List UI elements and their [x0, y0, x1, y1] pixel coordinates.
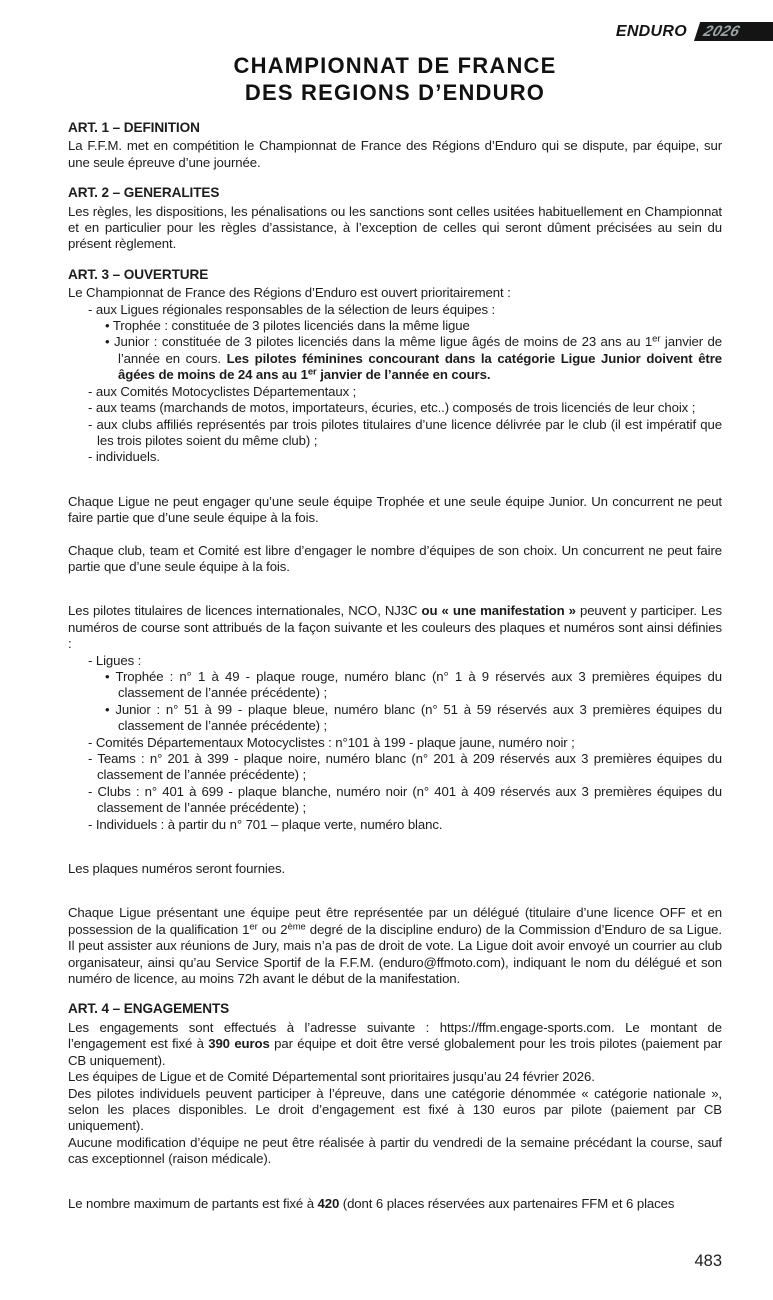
- article-heading: ART. 1 – DEFINITION: [68, 120, 200, 135]
- list-item: [68, 653, 722, 669]
- text-run: Les règles, les dispositions, les pénalisations ou les sanctions sont celles usitées habituellement en Championnat et en particulier pour les règles d’assistance, à l’exception de celles qui seront dûment précisées au sein du présent règlement.: [68, 203, 722, 252]
- enduro-logo-year-band: [694, 22, 773, 41]
- text-run: Les équipes de Ligue et de Comité Départemental sont prioritaires jusqu’au 24 février 2026.: [68, 1069, 595, 1085]
- article-heading: ART. 3 – OUVERTURE: [68, 266, 209, 282]
- text-run: Chaque club, team et Comité est libre d’engager le nombre d’équipes de son choix. Un concurrent ne peut faire partie que d’une seule équipe à la fois.: [68, 542, 722, 574]
- paragraph: [68, 905, 722, 987]
- text-run: - aux Comités Motocyclistes Départementaux ;: [88, 383, 357, 399]
- list-item: [68, 702, 722, 735]
- text-run: • Junior : constituée de 3 pilotes licenciés dans la même ligue âgés de moins de 23 ans au 1: [105, 334, 653, 350]
- enduro-logo-year: 2026: [701, 23, 743, 40]
- text-run: Le nombre maximum de partants est fixé à: [68, 1195, 318, 1211]
- text-run: janvier de l’année en cours.: [118, 334, 722, 366]
- spacer: [68, 575, 722, 587]
- text-run: • Trophée : n° 1 à 49 - plaque rouge, numéro blanc (n° 1 à 9 réservés aux 3 premières équipes du classement de l’année précédente) ;: [105, 668, 722, 701]
- text-run: Aucune modification d’équipe ne peut être réalisée à partir du vendredi de la semaine précédant la course, sauf cas exceptionnel (raison médicale).: [68, 1134, 722, 1167]
- enduro-logo: [616, 22, 773, 41]
- list-item: [68, 334, 722, 383]
- paragraph: [68, 204, 722, 253]
- document-title-line2: DES REGIONS D’ENDURO: [244, 80, 546, 105]
- text-run: • Trophée : constituée de 3 pilotes licenciés dans la même ligue: [105, 318, 470, 334]
- paragraph: [68, 543, 722, 576]
- list-item: [68, 751, 722, 784]
- text-run: peuvent y participer. Les numéros de course sont attribués de la façon suivante et les couleurs des plaques et numéros sont ainsi définies :: [68, 603, 723, 652]
- spacer: [68, 466, 722, 478]
- paragraph: [68, 285, 722, 301]
- list-item: [68, 384, 722, 400]
- list-item: [68, 817, 722, 833]
- text-run: 420: [317, 1195, 340, 1211]
- text-run: er: [307, 367, 317, 379]
- text-run: Les pilotes féminines concourant dans la catégorie Ligue Junior doivent être âgées de moins de 24 ans au 1: [118, 350, 722, 383]
- document-body: [68, 120, 722, 1212]
- text-run: er: [249, 921, 258, 933]
- text-run: La F.F.M. met en compétition le Championnat de France des Régions d’Enduro qui se dispute, par équipe, sur une seule épreuve d’une journée.: [68, 138, 722, 170]
- text-run: er: [652, 334, 661, 346]
- text-run: Des pilotes individuels peuvent participer à l’épreuve, dans une catégorie dénommée « catégorie nationale », selon les places disponibles. Le droit d’engagement est fixé à 130 euros par pilote (paiement par CB uniquement).: [68, 1085, 722, 1134]
- document-content: [68, 52, 722, 1212]
- text-run: • Junior : n° 51 à 99 - plaque bleue, numéro blanc (n° 51 à 59 réservés aux 3 premières équipes du classement de l’année précédente) ;: [105, 701, 722, 734]
- text-run: - individuels.: [88, 449, 160, 465]
- text-run: - Individuels : à partir du n° 701 – plaque verte, numéro blanc.: [88, 816, 443, 832]
- document-title: [68, 52, 722, 106]
- list-item: [68, 318, 722, 334]
- list-item: [68, 735, 722, 751]
- text-run: (dont 6 places réservées aux partenaires FFM et 6 places: [339, 1195, 675, 1211]
- text-run: - aux teams (marchands de motos, importateurs, écuries, etc..) composés de trois licenciés de leur choix ;: [88, 400, 696, 416]
- list-item: [68, 400, 722, 416]
- text-run: ou 2: [257, 921, 288, 937]
- text-run: - Teams : n° 201 à 399 - plaque noire, numéro blanc (n° 201 à 209 réservés aux 3 premières équipes du classement de l’année précédente) ;: [88, 751, 722, 783]
- enduro-logo-text: ENDURO: [615, 22, 687, 40]
- text-run: - Ligues :: [88, 652, 142, 668]
- text-run: 390 euros: [208, 1036, 270, 1052]
- spacer: [68, 877, 722, 889]
- list-item: [68, 417, 722, 450]
- text-run: Le Championnat de France des Régions d’Enduro est ouvert prioritairement :: [68, 285, 511, 301]
- paragraph: [68, 1135, 722, 1168]
- paragraph: [68, 861, 722, 877]
- text-run: janvier de l’année en cours.: [316, 367, 491, 383]
- list-item: [68, 669, 722, 702]
- list-item: [68, 784, 722, 817]
- paragraph: [68, 603, 722, 652]
- text-run: Chaque Ligue présentant une équipe peut être représentée par un délégué (titulaire d’une licence OFF et en possession de la qualification 1: [68, 905, 722, 937]
- spacer: [68, 1168, 722, 1180]
- paragraph: [68, 1086, 722, 1135]
- paragraph: [68, 1069, 722, 1085]
- list-item: [68, 449, 722, 465]
- article-heading: ART. 4 – ENGAGEMENTS: [68, 1001, 230, 1017]
- article-heading: ART. 2 – GENERALITES: [68, 185, 220, 201]
- text-run: degré de la discipline enduro) de la Commission d’Enduro de sa Ligue. Il peut assister aux réunions de Jury, mais n’a pas de droit de vote. La Ligue doit avoir envoyé un courrier au club organisateur, ainsi qu’au Service Sportif de la F.F.M. (enduro@ffmoto.com), indiquant le nom du délégué et son numéro de licence, au moins 72h avant le début de la manifestation.: [68, 921, 722, 987]
- document-title-line1: CHAMPIONNAT DE FRANCE: [233, 53, 557, 78]
- paragraph: [68, 1196, 722, 1212]
- text-run: - aux Ligues régionales responsables de la sélection de leurs équipes :: [88, 301, 496, 317]
- text-run: Chaque Ligue ne peut engager qu’une seule équipe Trophée et une seule équipe Junior. Un concurrent ne peut faire partie que d’une seule équipe à la fois.: [68, 493, 722, 526]
- paragraph: [68, 494, 722, 527]
- text-run: ou « une manifestation »: [421, 603, 576, 619]
- text-run: - Comités Départementaux Motocyclistes : n°101 à 199 - plaque jaune, numéro noir ;: [88, 734, 575, 750]
- text-run: - Clubs : n° 401 à 699 - plaque blanche, numéro noir (n° 401 à 409 réservés aux 3 premières équipes du classement de l’année précédente) ;: [88, 783, 722, 816]
- spacer: [68, 833, 722, 845]
- paragraph: [68, 1020, 722, 1069]
- text-run: Les engagements sont effectués à l’adresse suivante : https://ffm.engage-sports.com. Le montant de l’engagement est fixé à: [68, 1019, 722, 1052]
- paragraph: [68, 138, 722, 171]
- text-run: par équipe et doit être versé globalement pour les trois pilotes (paiement par CB uniquement).: [68, 1036, 722, 1068]
- list-item: [68, 302, 722, 318]
- text-run: - aux clubs affiliés représentés par trois pilotes titulaires d’une licence délivrée par le club (il est impératif que les trois pilotes soient du même club) ;: [88, 416, 722, 448]
- text-run: Les pilotes titulaires de licences internationales, NCO, NJ3C: [68, 603, 422, 619]
- text-run: ème: [287, 921, 306, 933]
- text-run: Les plaques numéros seront fournies.: [68, 861, 286, 877]
- page-number: 483: [694, 1252, 722, 1270]
